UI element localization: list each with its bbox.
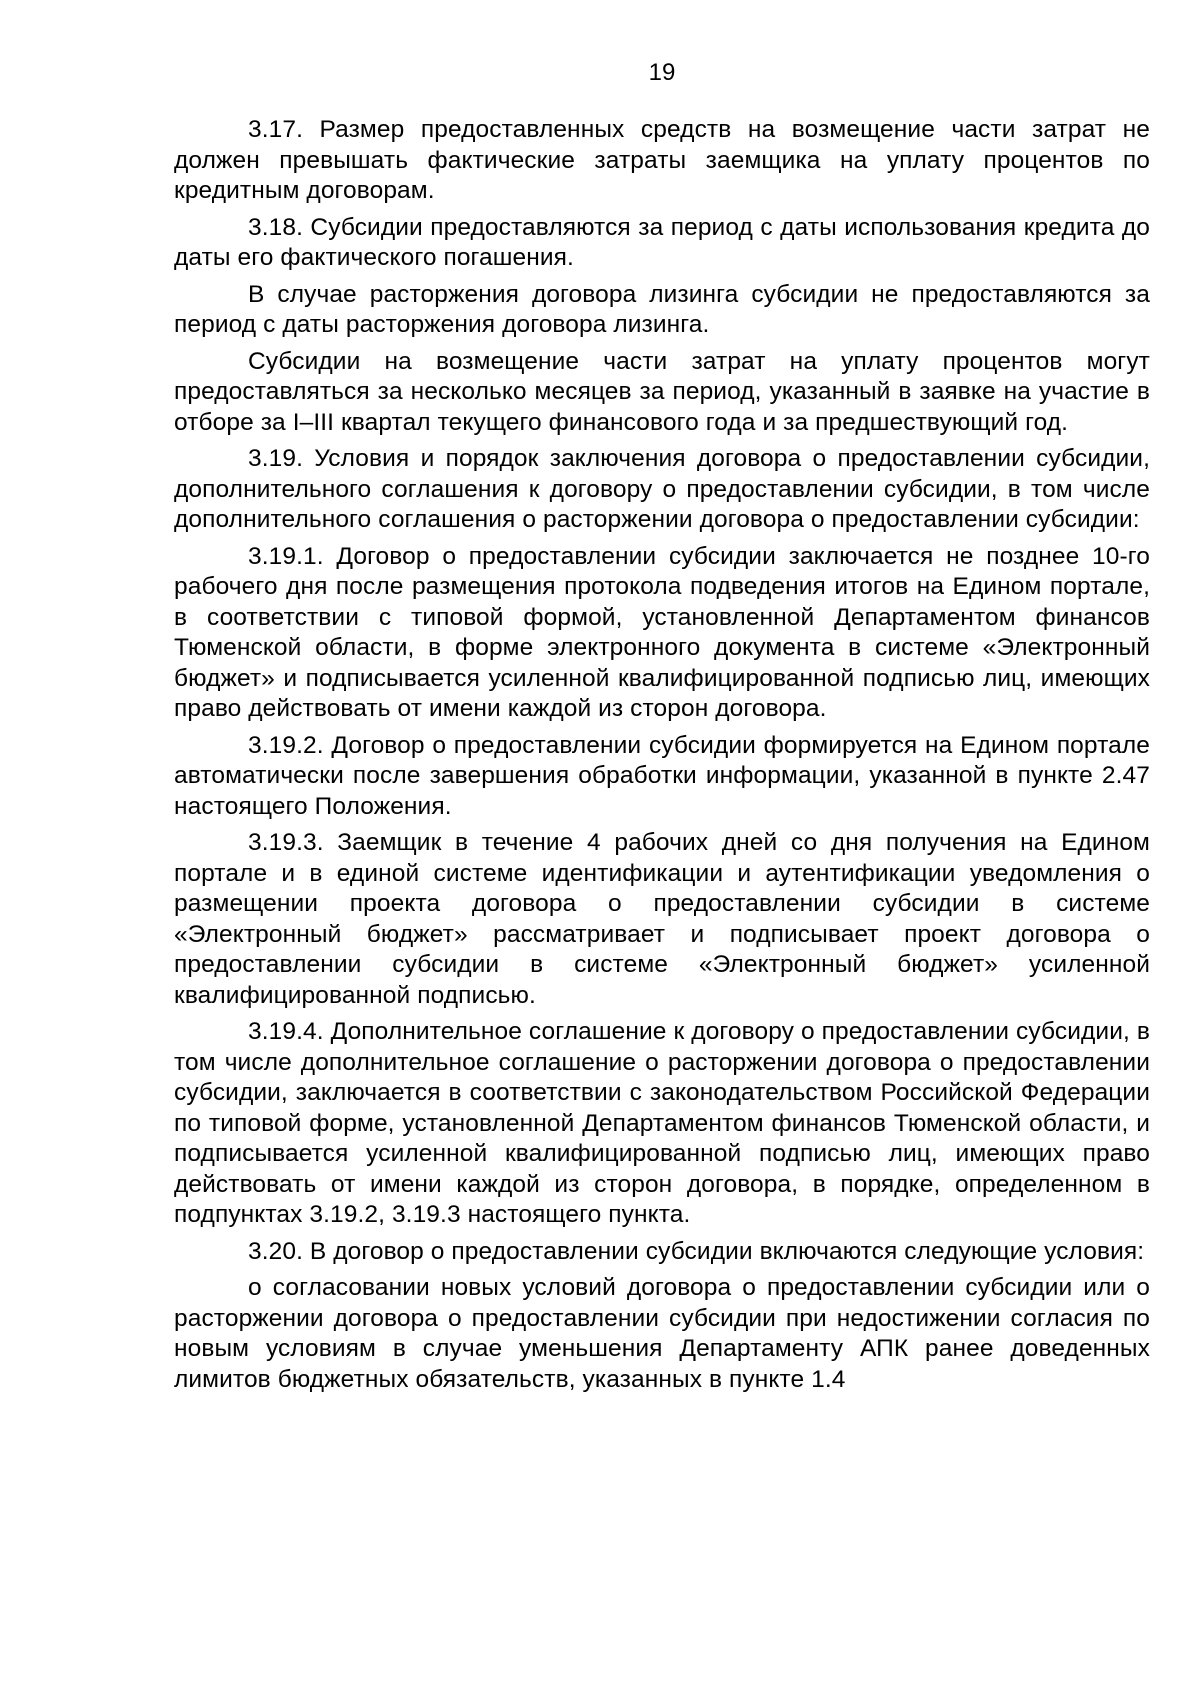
paragraph-3-19-4: 3.19.4. Дополнительное соглашение к договору о предоставлении субсидии, в том числе дополнительное соглашение о расторжении договора о предоставлении субсидии, заключается в соответствии с законодательством Российской Федерации по типовой форме, установленной Департаментом финансов Тюменской области, и подписывается усиленной квалифицированной подписью лиц, имеющих право действовать от имени каждой из сторон договора, в порядке, определенном в подпунктах 3.19.2, 3.19.3 настоящего пункта. [174, 1018, 1150, 1228]
paragraph-subsidy-months: Субсидии на возмещение части затрат на уплату процентов могут предоставляться за несколько месяцев за период, указанный в заявке на участие в отборе за I–III квартал текущего финансового года и за предшествующий год. [174, 347, 1150, 436]
paragraph-new-conditions: о согласовании новых условий договора о предоставлении субсидии или о расторжении договора о предоставлении субсидии при недостижении согласия по новым условиям в случае уменьшения Департаменту АПК ранее доведенных лимитов бюджетных обязательств, указанных в пункте 1.4 [174, 1274, 1150, 1393]
paragraph-3-19: 3.19. Условия и порядок заключения договора о предоставлении субсидии, дополнительного соглашения к договору о предоставлении субсидии, в том числе дополнительного соглашения о расторжении договора о предоставлении субсидии: [174, 445, 1150, 533]
paragraph-3-19-1: 3.19.1. Договор о предоставлении субсидии заключается не позднее 10-го рабочего дня после размещения протокола подведения итогов на Едином портале, в соответствии с типовой формой, установленной Департаментом финансов Тюменской области, в форме электронного документа в системе «Электронный бюджет» и подписывается усиленной квалифицированной подписью лиц, имеющих право действовать от имени каждой из сторон договора. [174, 542, 1150, 722]
paragraph-leasing-termination: В случае расторжения договора лизинга субсидии не предоставляются за период с даты расторжения договора лизинга. [174, 280, 1150, 338]
paragraph-3-19-3: 3.19.3. Заемщик в течение 4 рабочих дней со дня получения на Едином портале и в единой системе идентификации и аутентификации уведомления о размещении проекта договора о предоставлении субсидии в системе «Электронный бюджет» рассматривает и подписывает проект договора о предоставлении субсидии в системе «Электронный бюджет» усиленной квалифицированной подписью. [174, 829, 1150, 1009]
paragraph-3-17: 3.17. Размер предоставленных средств на возмещение части затрат не должен превышать фактические затраты заемщика на уплату процентов по кредитным договорам. [174, 116, 1150, 204]
paragraph-3-18: 3.18. Субсидии предоставляются за период с даты использования кредита до даты его фактического погашения. [174, 213, 1150, 271]
paragraph-3-19-2: 3.19.2. Договор о предоставлении субсидии формируется на Едином портале автоматически после завершения обработки информации, указанной в пункте 2.47 настоящего Положения. [174, 731, 1150, 820]
document-body [174, 115, 1150, 1401]
page-number: 19 [648, 59, 676, 86]
paragraph-3-20: 3.20. В договор о предоставлении субсидии включаются следующие условия: [248, 1237, 1145, 1265]
